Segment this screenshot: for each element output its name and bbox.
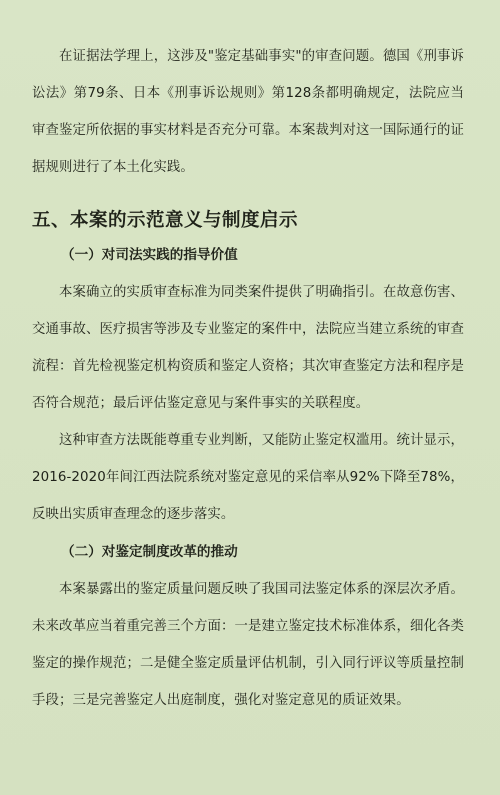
- subsection-title-guidance: （一）对司法实践的指导价值: [61, 247, 238, 263]
- guidance-paragraph-2: 这种审查方法既能尊重专业判断，又能防止鉴定权滥用。统计显示，2016-2020年间江西法院系统对鉴定意见的采信率从92%下降至78%，反映出实质审查理念的逐步落实。: [32, 433, 464, 522]
- subsection-title-reform: （二）对鉴定制度改革的推动: [61, 544, 238, 560]
- section-title: 五、本案的示范意义与制度启示: [32, 210, 299, 231]
- intro-paragraph: 在证据法学理上，这涉及"鉴定基础事实"的审查问题。德国《刑事诉讼法》第79条、日本《刑事诉讼规则》第128条都明确规定，法院应当审查鉴定所依据的事实材料是否充分可靠。本案裁判对这一国际通行的证据规则进行了本土化实践。: [32, 49, 464, 175]
- reform-paragraph-1: 本案暴露出的鉴定质量问题反映了我国司法鉴定体系的深层次矛盾。未来改革应当着重完善三个方面：一是建立鉴定技术标准体系，细化各类鉴定的操作规范；二是健全鉴定质量评估机制，引入同行评议等质量控制手段；三是完善鉴定人出庭制度，强化对鉴定意见的质证效果。: [32, 582, 464, 708]
- guidance-paragraph-1: 本案确立的实质审查标准为同类案件提供了明确指引。在故意伤害、交通事故、医疗损害等涉及专业鉴定的案件中，法院应当建立系统的审查流程：首先检视鉴定机构资质和鉴定人资格；其次审查鉴定方法和程序是否符合规范；最后评估鉴定意见与案件事实的关联程度。: [32, 285, 464, 411]
